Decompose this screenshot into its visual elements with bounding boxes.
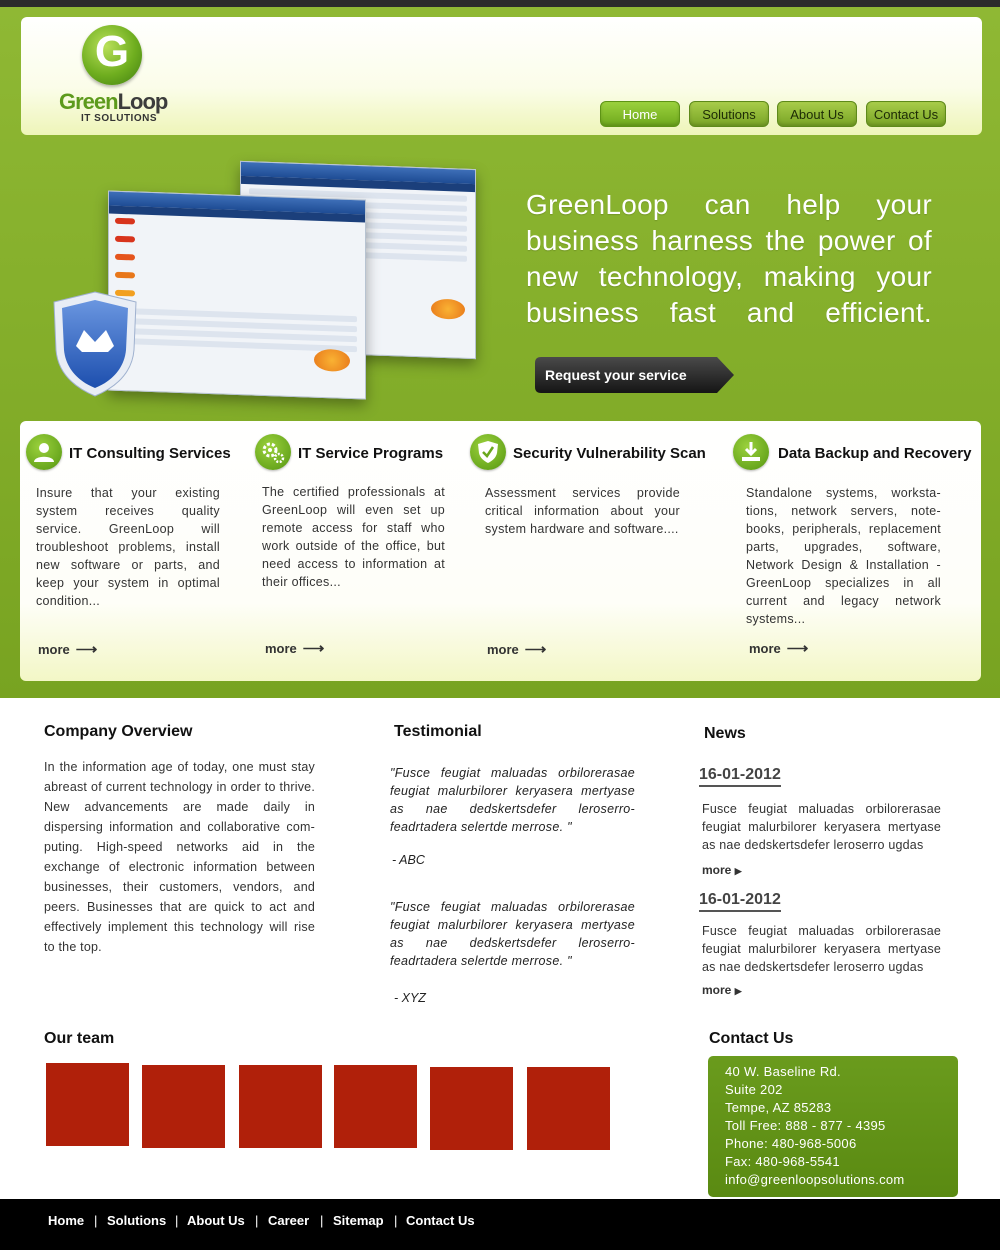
footer-link-home[interactable]: Home	[48, 1213, 85, 1228]
news-date: 16-01-2012	[699, 766, 781, 787]
contact-phone: Phone: 480-968-5006	[725, 1136, 857, 1151]
nav-contact-us[interactable]: Contact Us	[866, 101, 946, 127]
service-title[interactable]: IT Consulting Services	[69, 445, 231, 462]
news-more-link[interactable]: more ▶	[702, 863, 742, 877]
logo-tagline: IT SOLUTIONS	[81, 113, 157, 124]
person-icon	[26, 434, 62, 470]
footer-link-solutions[interactable]: Solutions	[107, 1213, 167, 1228]
footer-link-career[interactable]: Career	[268, 1213, 310, 1228]
arrow-right-icon: ⟶	[786, 640, 809, 657]
request-service-button[interactable]: Request your service	[535, 357, 735, 393]
footer-separator: |	[255, 1213, 259, 1228]
shield-icon	[52, 290, 138, 398]
caret-right-icon: ▶	[734, 986, 742, 996]
service-title[interactable]: IT Service Programs	[298, 445, 444, 462]
nav-solutions[interactable]: Solutions	[689, 101, 769, 127]
header	[21, 17, 982, 135]
nav-about-us[interactable]: About Us	[777, 101, 857, 127]
hero-illustration	[50, 160, 480, 405]
service-description: Standalone systems, worksta-tions, network servers, note-books, peripherals, replacement parts, upgrades, software, Network Design & Installation - GreenLoop specializes in all current and legacy network systems...	[746, 486, 941, 626]
footer-separator: |	[175, 1213, 179, 1228]
contact-fax: Fax: 480-968-5541	[725, 1154, 840, 1169]
arrow-right-icon: ⟶	[302, 640, 325, 657]
service-description: Assessment services provide critical information about your system hardware and software....	[485, 486, 680, 536]
contact-info-box	[708, 1056, 958, 1197]
caret-right-icon: ▶	[734, 866, 742, 876]
service-title[interactable]: Data Backup and Recovery	[778, 445, 972, 462]
service-more-link[interactable]: more ⟶	[265, 640, 325, 657]
team-member-photo[interactable]	[430, 1067, 513, 1150]
company-overview-title: Company Overview	[44, 723, 193, 740]
contact-toll-free: Toll Free: 888 - 877 - 4395	[725, 1118, 886, 1133]
our-team-title: Our team	[44, 1030, 115, 1047]
testimonial-quote: "Fusce feugiat maluadas orbilorerasae feugiat malurbilorer keryasera mertyase as nae dedskertsdefer leroserro-feadrtadera selertde merrose. "	[390, 766, 635, 834]
service-more-link[interactable]: more ⟶	[487, 641, 547, 658]
footer-separator: |	[394, 1213, 398, 1228]
service-more-link[interactable]: more ⟶	[749, 640, 809, 657]
footer-separator: |	[94, 1213, 98, 1228]
service-more-link[interactable]: more ⟶	[38, 641, 98, 658]
news-title: News	[704, 725, 746, 742]
testimonial-author: - ABC	[392, 853, 425, 867]
footer-link-about-us[interactable]: About Us	[187, 1213, 245, 1228]
arrow-right-icon: ⟶	[524, 641, 547, 658]
shield-check-icon	[470, 434, 506, 470]
arrow-right-icon: ⟶	[75, 641, 98, 658]
dashboard-screen-front	[108, 190, 366, 399]
news-text: Fusce feugiat maluadas orbilorerasae feugiat malurbilorer keryasera mertyase as nae dedskertsdefer leroserro ugdas	[702, 802, 941, 852]
nav-home[interactable]: Home	[600, 101, 680, 127]
logo[interactable]	[59, 25, 169, 129]
services-panel	[20, 421, 981, 681]
testimonial-quote: "Fusce feugiat maluadas orbilorerasae feugiat malurbilorer keryasera mertyase as nae dedskertsdefer leroserro-feadrtadera selertde merrose. "	[390, 900, 635, 968]
footer-separator: |	[320, 1213, 324, 1228]
team-member-photo[interactable]	[239, 1065, 322, 1148]
hero-headline: GreenLoop can help your business harness the power of new technology, making your business fast and efficient.	[526, 189, 932, 328]
news-date: 16-01-2012	[699, 891, 781, 912]
team-member-photo[interactable]	[46, 1063, 129, 1146]
footer-link-sitemap[interactable]: Sitemap	[333, 1213, 384, 1228]
contact-suite: Suite 202	[725, 1082, 783, 1097]
testimonial-title: Testimonial	[394, 723, 482, 740]
contact-address-line: 40 W. Baseline Rd.	[725, 1064, 841, 1079]
team-member-photo[interactable]	[142, 1065, 225, 1148]
testimonial-author: - XYZ	[394, 991, 426, 1005]
footer-link-contact-us[interactable]: Contact Us	[406, 1213, 475, 1228]
team-member-photo[interactable]	[334, 1065, 417, 1148]
contact-city: Tempe, AZ 85283	[725, 1100, 832, 1115]
top-bar	[0, 0, 1000, 7]
download-icon	[733, 434, 769, 470]
company-overview-text: In the information age of today, one must stay abreast of current technology in order to thrive. New advancements are made daily in dispersing information and collaborative com-puting. High-speed networks aid in the exchange of electronic information between businesses, their customers, vendors, and peers. Businesses that are quick to act and effectively implement this technology will rise to the top.	[44, 760, 315, 954]
contact-us-title: Contact Us	[709, 1030, 794, 1047]
news-text: Fusce feugiat maluadas orbilorerasae feugiat malurbilorer keryasera mertyase as nae dedskertsdefer leroserro ugdas	[702, 924, 941, 974]
contact-email[interactable]: info@greenloopsolutions.com	[725, 1172, 905, 1187]
logo-mark: G	[82, 25, 142, 85]
service-description: The certified professionals at GreenLoop will even set up remote access for staff who work outside of the office, but need access to information at their offices...	[262, 485, 445, 589]
logo-name: GreenLoop	[59, 89, 168, 114]
gears-icon	[255, 434, 291, 470]
team-member-photo[interactable]	[527, 1067, 610, 1150]
service-description: Insure that your existing system receives quality service. GreenLoop will troubleshoot problems, install new software or parts, and keep your system in optimal condition...	[36, 486, 220, 608]
footer	[0, 1199, 1000, 1250]
service-title[interactable]: Security Vulnerability Scan	[513, 445, 706, 462]
news-more-link[interactable]: more ▶	[702, 983, 742, 997]
